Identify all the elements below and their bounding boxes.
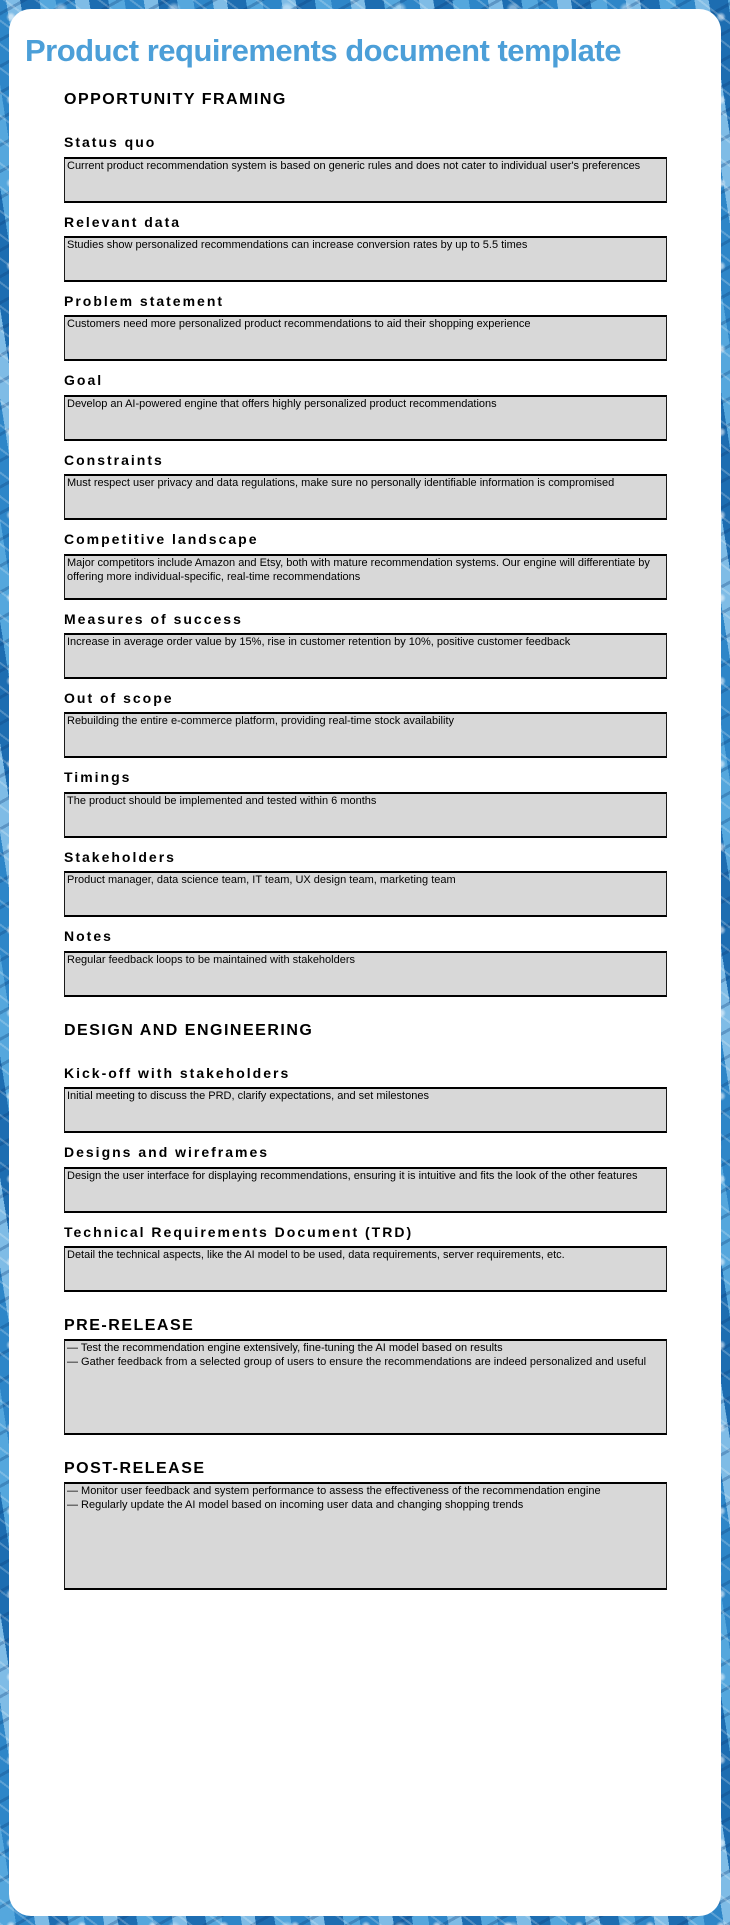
- field-input-pre-release[interactable]: [64, 1339, 667, 1435]
- section-heading-opportunity-framing: OPPORTUNITY FRAMING: [64, 91, 287, 109]
- section-heading-design-and-engineering: DESIGN AND ENGINEERING: [64, 1021, 314, 1039]
- section-design-and-engineering: [64, 1021, 667, 1292]
- document-card: [9, 9, 721, 1916]
- field-input-stakeholders[interactable]: [64, 871, 667, 917]
- field-input-kick-off-with-stakeholders[interactable]: [64, 1087, 667, 1133]
- field-label-out-of-scope: Out of scope: [64, 690, 174, 707]
- field-label-kick-off-with-stakeholders: Kick-off with stakeholders: [64, 1064, 291, 1081]
- section-opportunity-framing: [64, 90, 667, 996]
- field-label-timings: Timings: [64, 769, 132, 786]
- field-input-goal[interactable]: [64, 395, 667, 441]
- field-label-status-quo: Status quo: [64, 134, 157, 151]
- field-input-out-of-scope[interactable]: [64, 712, 667, 758]
- field-input-problem-statement[interactable]: [64, 315, 667, 361]
- field-label-notes: Notes: [64, 928, 113, 945]
- field-input-timings[interactable]: [64, 792, 667, 838]
- section-heading-pre-release: PRE-RELEASE: [64, 1316, 195, 1334]
- field-label-competitive-landscape: Competitive landscape: [64, 531, 259, 548]
- field-input-relevant-data[interactable]: [64, 236, 667, 282]
- field-label-goal: Goal: [64, 372, 104, 389]
- field-input-measures-of-success[interactable]: [64, 633, 667, 679]
- field-label-designs-and-wireframes: Designs and wireframes: [64, 1144, 270, 1161]
- section-heading-post-release: POST-RELEASE: [64, 1460, 206, 1478]
- field-input-designs-and-wireframes[interactable]: [64, 1167, 667, 1213]
- field-input-technical-requirements-document-trd[interactable]: [64, 1246, 667, 1292]
- section-pre-release: [64, 1316, 667, 1435]
- field-label-stakeholders: Stakeholders: [64, 848, 176, 865]
- document-body: [64, 90, 667, 1590]
- field-label-constraints: Constraints: [64, 451, 164, 468]
- field-input-status-quo[interactable]: [64, 157, 667, 203]
- field-label-problem-statement: Problem statement: [64, 293, 225, 310]
- field-input-post-release[interactable]: [64, 1482, 667, 1590]
- field-input-competitive-landscape[interactable]: [64, 554, 667, 600]
- page-title: Product requirements document template: [25, 33, 621, 68]
- section-post-release: [64, 1459, 667, 1590]
- field-label-relevant-data: Relevant data: [64, 213, 182, 230]
- field-label-measures-of-success: Measures of success: [64, 610, 243, 627]
- field-input-constraints[interactable]: [64, 474, 667, 520]
- field-input-notes[interactable]: [64, 951, 667, 997]
- field-label-technical-requirements-document-trd: Technical Requirements Document (TRD): [64, 1223, 414, 1240]
